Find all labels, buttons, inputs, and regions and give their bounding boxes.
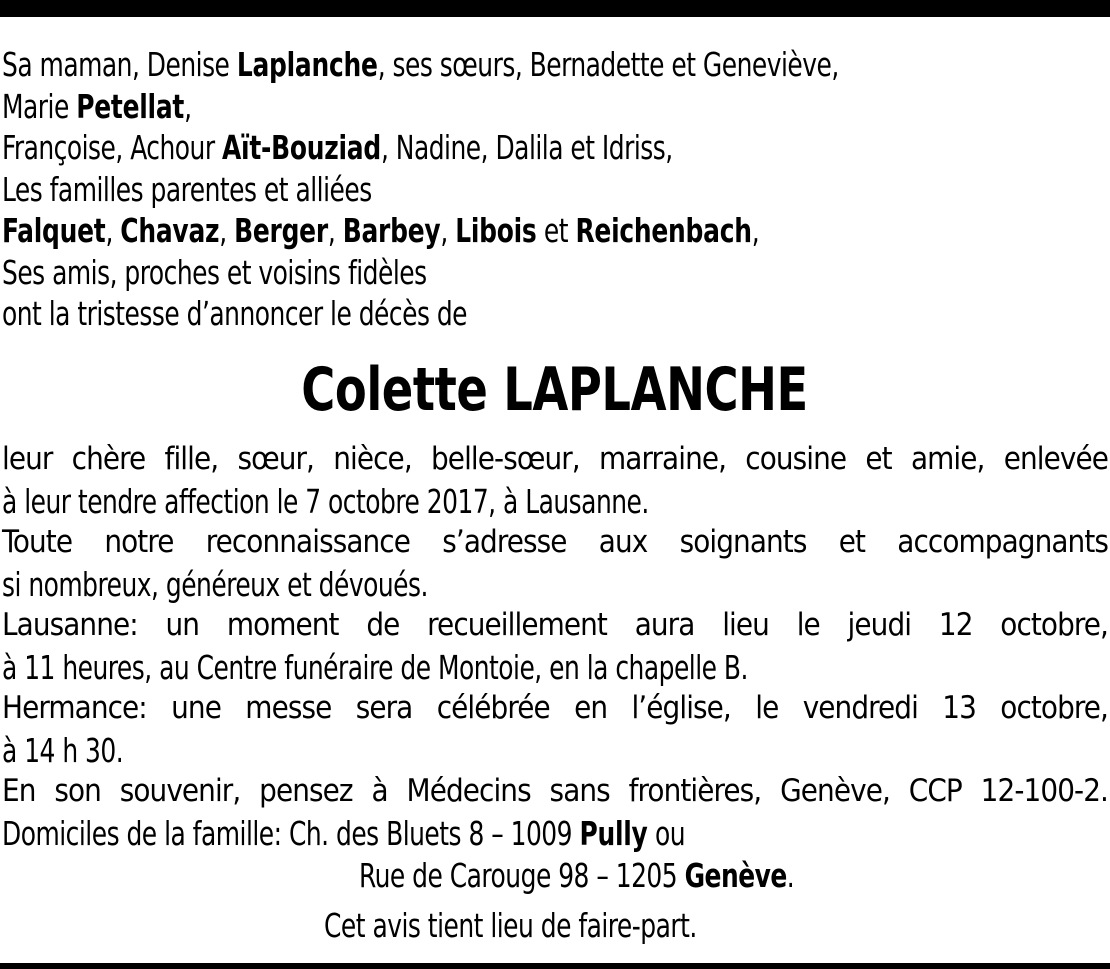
family-line-announce: ont la tristesse d’annoncer le décès de <box>2 294 468 333</box>
family-line-surnames <box>2 210 931 252</box>
body-line-hermance: Hermance: une messe sera célébrée en l’église, le vendredi 13 octobre, <box>2 690 1108 726</box>
text-segment: Sa maman, Denise <box>2 45 237 84</box>
body-line-address-2 <box>359 855 794 897</box>
body-line-hermance-end: à 14 h 30. <box>2 730 124 770</box>
notice-line: Cet avis tient lieu de faire-part. <box>324 906 697 945</box>
family-name: Falquet <box>2 211 106 250</box>
body-line-donation: En son souvenir, pensez à Médecins sans frontières, Genève, CCP 12-100-2. <box>2 773 1108 809</box>
body-line-thanks-end: si nombreux, généreux et dévoués. <box>2 564 428 604</box>
body-line-address-1 <box>2 813 931 855</box>
city-name: Pully <box>579 813 648 853</box>
family-name: Barbey <box>342 211 441 250</box>
family-name: Laplanche <box>236 45 378 84</box>
deceased-name: Colette LAPLANCHE <box>301 355 809 425</box>
family-name: Aït-Bouziad <box>221 128 381 167</box>
text-segment: Domiciles de la famille: Ch. des Bluets 8 – 1009 <box>2 813 580 853</box>
family-line-friends: Ses amis, proches et voisins fidèles <box>2 252 427 292</box>
family-name: Petellat <box>76 86 185 126</box>
separator: et <box>536 211 576 250</box>
text-segment: Françoise, Achour <box>2 128 222 167</box>
top-border-rule <box>0 0 1110 17</box>
body-line-lausanne-end: à 11 heures, au Centre funéraire de Montoie, en la chapelle B. <box>2 647 748 687</box>
separator: , <box>327 211 343 250</box>
deceased-name-heading <box>0 350 1110 430</box>
family-name: Chavaz <box>120 211 220 250</box>
separator: , <box>105 211 121 250</box>
bottom-border-rule <box>0 963 1110 969</box>
family-line-mother <box>2 44 931 86</box>
city-name: Genève <box>684 856 787 895</box>
text-segment: , <box>184 86 192 126</box>
text-segment: , Nadine, Dalila et Idriss, <box>380 128 673 167</box>
text-segment: , ses sœurs, Bernadette et Geneviève, <box>377 45 839 84</box>
text-segment: . <box>786 856 795 895</box>
text-segment: Rue de Carouge 98 – 1205 <box>359 856 685 895</box>
family-name: Berger <box>234 211 328 250</box>
family-name: Libois <box>455 211 537 250</box>
body-line-lausanne: Lausanne: un moment de recueillement aura lieu le jeudi 12 octobre, <box>2 607 1108 643</box>
family-name: Reichenbach <box>575 211 752 250</box>
family-line-marie <box>2 86 931 128</box>
separator: , <box>219 211 235 250</box>
separator: , <box>440 211 456 250</box>
body-line-date: à leur tendre affection le 7 octobre 2017, à Lausanne. <box>2 481 649 521</box>
obituary-body <box>2 439 1108 854</box>
body-line-relation: leur chère fille, sœur, nièce, belle-sœur, marraine, cousine et amie, enlevée <box>2 441 1108 477</box>
body-line-thanks: Toute notre reconnaissance s’adresse aux soignants et accompagnants <box>2 524 1108 560</box>
separator: , <box>751 211 760 250</box>
family-line-relatives: Les familles parentes et alliées <box>2 169 372 209</box>
text-segment: ou <box>647 813 686 853</box>
text-segment: Marie <box>2 86 77 126</box>
family-line-francoise <box>2 127 931 169</box>
family-announcement <box>2 44 1108 335</box>
